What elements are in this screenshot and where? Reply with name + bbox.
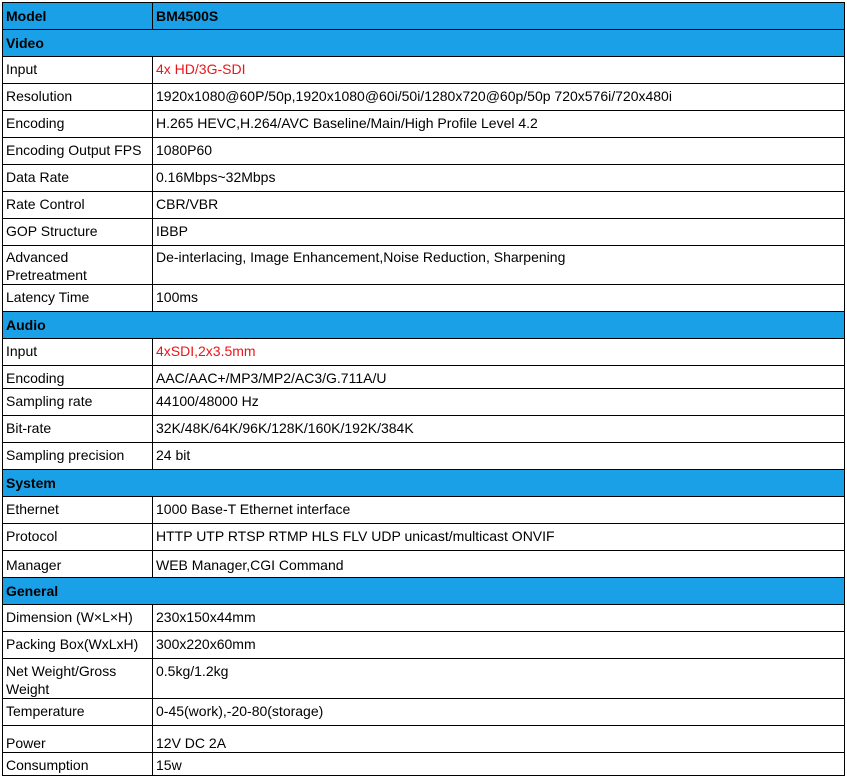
spec-label: Temperature [3,699,153,726]
section-title: Video [3,30,845,57]
spec-row [3,726,845,753]
section-title: System [3,470,845,497]
spec-value: WEB Manager,CGI Command [153,551,845,578]
spec-row [3,339,845,366]
spec-label: Packing Box(WxLxH) [3,632,153,659]
spec-row [3,111,845,138]
spec-table-body [3,3,845,776]
spec-row [3,165,845,192]
spec-label: Input [3,57,153,84]
spec-label: Resolution [3,84,153,111]
spec-label: Advanced Pretreatment [3,246,153,285]
spec-label: Bit-rate [3,416,153,443]
spec-value: HTTP UTP RTSP RTMP HLS FLV UDP unicast/multicast ONVIF [153,524,845,551]
spec-row [3,497,845,524]
spec-row [3,285,845,312]
spec-row [3,605,845,632]
spec-row [3,84,845,111]
section-header-general [3,578,845,605]
spec-row [3,659,845,699]
spec-row [3,443,845,470]
spec-value: 32K/48K/64K/96K/128K/160K/192K/384K [153,416,845,443]
spec-row [3,57,845,84]
spec-label: Sampling rate [3,389,153,416]
spec-value: 0-45(work),-20-80(storage) [153,699,845,726]
spec-label: Sampling precision [3,443,153,470]
spec-label: Net Weight/Gross Weight [3,659,153,699]
spec-row [3,753,845,776]
spec-label: Encoding Output FPS [3,138,153,165]
spec-value: IBBP [153,219,845,246]
spec-value: 12V DC 2A [153,726,845,753]
section-header-video [3,30,845,57]
spec-value: 1080P60 [153,138,845,165]
spec-value: 1920x1080@60P/50p,1920x1080@60i/50i/1280x720@60p/50p 720x576i/720x480i [153,84,845,111]
section-title: General [3,578,845,605]
spec-value: 100ms [153,285,845,312]
section-header-audio [3,312,845,339]
spec-row [3,524,845,551]
spec-value: 44100/48000 Hz [153,389,845,416]
spec-label: Input [3,339,153,366]
spec-row [3,389,845,416]
spec-row [3,366,845,389]
spec-row [3,416,845,443]
spec-label: GOP Structure [3,219,153,246]
spec-label: Encoding [3,366,153,389]
spec-label: Power [3,726,153,753]
spec-row [3,138,845,165]
spec-row [3,246,845,285]
spec-value: De-interlacing, Image Enhancement,Noise Reduction, Sharpening [153,246,845,285]
spec-label: Latency Time [3,285,153,312]
spec-value: 15w [153,753,845,776]
spec-row [3,219,845,246]
spec-value: 230x150x44mm [153,605,845,632]
spec-row [3,699,845,726]
spec-value: 0.5kg/1.2kg [153,659,845,699]
spec-value: 4x HD/3G-SDI [153,57,845,84]
spec-value: H.265 HEVC,H.264/AVC Baseline/Main/High Profile Level 4.2 [153,111,845,138]
spec-value: 300x220x60mm [153,632,845,659]
spec-label: Dimension (W×L×H) [3,605,153,632]
model-value: BM4500S [153,3,845,30]
section-title: Audio [3,312,845,339]
spec-value: AAC/AAC+/MP3/MP2/AC3/G.711A/U [153,366,845,389]
spec-value: 0.16Mbps~32Mbps [153,165,845,192]
spec-label: Manager [3,551,153,578]
spec-row [3,192,845,219]
spec-label: Consumption [3,753,153,776]
spec-row [3,632,845,659]
spec-value: 24 bit [153,443,845,470]
spec-label: Encoding [3,111,153,138]
spec-value: 4xSDI,2x3.5mm [153,339,845,366]
section-header-system [3,470,845,497]
model-label: Model [3,3,153,30]
spec-value: 1000 Base-T Ethernet interface [153,497,845,524]
spec-value: CBR/VBR [153,192,845,219]
spec-row [3,551,845,578]
spec-label: Rate Control [3,192,153,219]
model-header-row [3,3,845,30]
spec-label: Ethernet [3,497,153,524]
spec-label: Data Rate [3,165,153,192]
spec-table [2,2,845,776]
spec-label: Protocol [3,524,153,551]
